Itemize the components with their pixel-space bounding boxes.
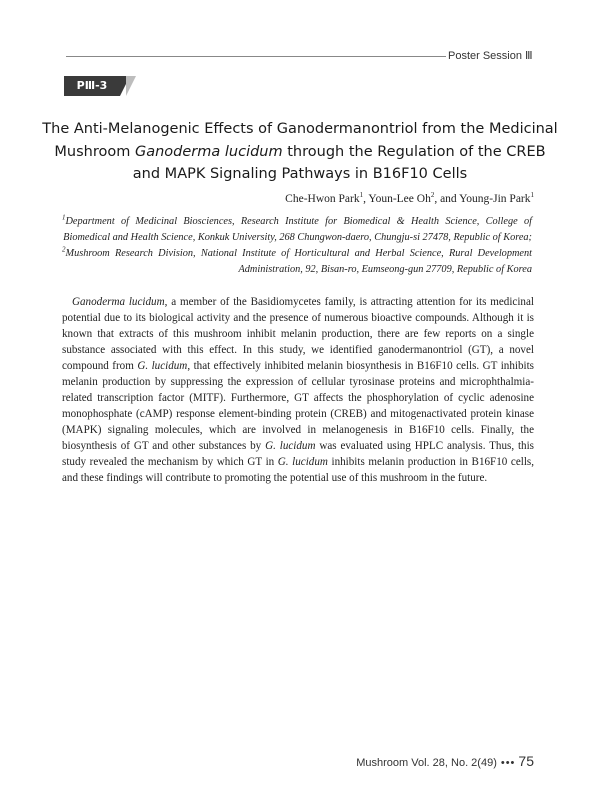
paper-title [40, 118, 560, 186]
author-sup: 2 [430, 191, 435, 200]
affiliation-text: Department of Medicinal Biosciences, Research Institute for Biomedical & Health Science, College of Biomedical and Health Science, Konkuk University, 268 Chungwon-daero, Chungju-si 27478, Republic of Korea; [63, 216, 532, 243]
footer-dots: ••• [500, 757, 516, 769]
author-name: Youn-Lee Oh [368, 193, 431, 205]
badge-shadow-shape [126, 76, 136, 96]
affiliation-text: Mushroom Research Division, National Institute of Horticultural and Herbal Science, Rural Development Administration, 92, Bisan-ro, Eumseong-gun 27709, Republic of Korea [65, 248, 532, 275]
title-text-2: through the Regulation of the CREB and MAPK Signaling Pathways in B16F10 Cells [132, 143, 546, 182]
author-separator: , [363, 193, 369, 205]
affiliation-1 [62, 214, 532, 245]
species-name: G. lucidum [137, 360, 188, 372]
abstract-text: was evaluated using HPLC analysis. Thus, this study revealed the mechanism by which GT in [62, 440, 534, 468]
poster-badge: PⅢ-3 [64, 76, 120, 96]
header-rule [66, 56, 446, 57]
affiliation-sup: 1 [62, 213, 66, 222]
session-label: Poster Session Ⅲ [448, 50, 533, 62]
author-sup: 1 [530, 191, 534, 200]
affiliation-sup: 2 [62, 245, 66, 254]
species-name: Ganoderma lucidum [72, 296, 165, 308]
affiliation-2 [62, 246, 532, 277]
author-sup: 1 [359, 191, 364, 200]
species-name: G. lucidum [277, 456, 328, 468]
abstract-paragraph [62, 294, 534, 486]
page-number: 75 [518, 753, 534, 769]
author-separator: , and [434, 193, 460, 205]
author-name: Che-Hwon Park [285, 193, 360, 205]
abstract-text: , that effectively inhibited melanin biosynthesis in B16F10 cells. GT inhibits melanin production by suppressing the expression of cellular tyrosinase proteins and microphthalmia-related transcription factor (MITF). Furthermore, GT affects the phosphorylation of cyclic adenosine monophosphate (cAMP) response element-binding protein (CREB) and mitogenactivated protein kinase (MAPK) signaling molecules, which are involved in melanogenesis in B16F10 cells. Finally, the biosynthesis of GT and other substances by [62, 360, 534, 452]
journal-citation: Mushroom Vol. 28, No. 2(49) [356, 757, 497, 769]
title-text-1: The Anti-Melanogenic Effects of Ganodermanontriol from the Medicinal Mushroom [42, 121, 558, 160]
abstract [62, 294, 534, 486]
title-species: Ganoderma lucidum [135, 143, 283, 160]
species-name: G. lucidum [265, 440, 316, 452]
abstract-text: inhibits melanin production in B16F10 cells, and these findings will contribute to promoting the potential use of this mushroom in the future. [62, 456, 535, 484]
author-name: Young-Jin Park [459, 193, 531, 205]
abstract-text: , a member of the Basidiomycetes family, is attracting attention for its medicinal potential due to its biological activity and the presence of numerous bioactive compounds. Although it is known that extracts of this mushroom inhibit melanin production, there are few reports on a single substance associated with this effect. In this study, we identified ganodermanontriol (GT), a novel compound from [62, 296, 534, 372]
page-footer [356, 753, 534, 769]
author-list [285, 193, 534, 205]
